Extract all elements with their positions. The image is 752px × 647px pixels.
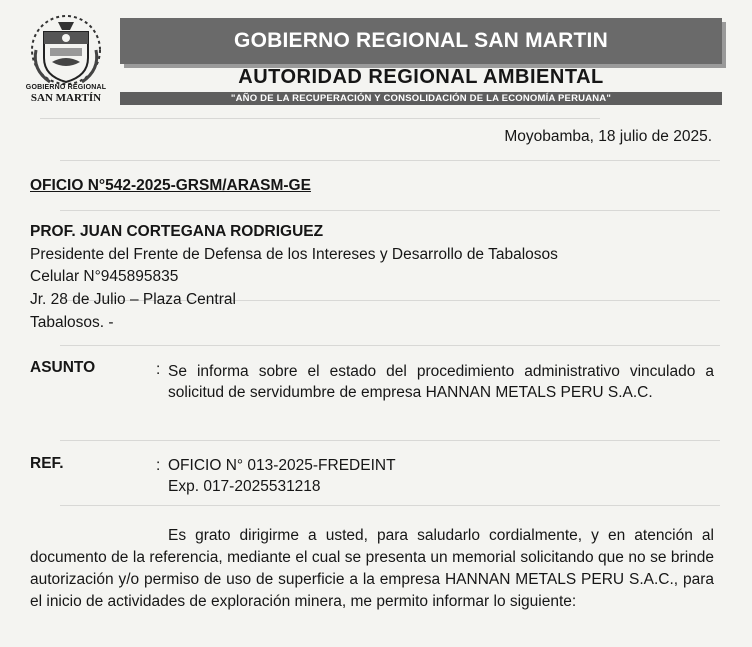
bleed-through-line — [60, 440, 720, 441]
logo-caption-region: SAN MARTÍN — [30, 92, 102, 104]
bleed-through-line — [40, 118, 600, 119]
ref-line-expediente: Exp. 017-2025531218 — [168, 478, 321, 495]
recipient-phone: Celular N°945895835 — [30, 268, 179, 285]
authority-title: AUTORIDAD REGIONAL AMBIENTAL — [238, 66, 604, 88]
oficio-number: OFICIO N°542-2025-GRSM/ARASM-GE — [30, 177, 311, 194]
bleed-through-line — [60, 345, 720, 346]
ref-line-oficio: OFICIO N° 013-2025-FREDEINT — [168, 457, 396, 474]
recipient-address: Jr. 28 de Julio – Plaza Central — [30, 291, 236, 308]
recipient-position: Presidente del Frente de Defensa de los Intereses y Desarrollo de Tabalosos — [30, 246, 558, 263]
recipient-name: PROF. JUAN CORTEGANA RODRIGUEZ — [30, 223, 324, 240]
ref-label: REF. — [30, 455, 64, 472]
asunto-text: Se informa sobre el estado del procedimiento administrativo vinculado a solicitud de servidumbre de empresa HANNAN METALS PERU S.A.C. — [168, 363, 714, 401]
body-paragraph: Es grato dirigirme a usted, para saludarlo cordialmente, y en atención al documento de la referencia, mediante el cual se presenta un memorial solicitando que no se brinde autorización y/o permiso de uso de superficie a la empresa HANNAN METALS PERU S.A.C., para el inicio de actividades de exploración minera, me permito informar lo siguiente: — [30, 527, 714, 610]
bleed-through-line — [60, 505, 720, 506]
date-line: Moyobamba, 18 julio de 2025. — [504, 128, 712, 145]
recipient-city: Tabalosos. - — [30, 314, 114, 331]
bleed-through-line — [60, 210, 720, 211]
government-banner: GOBIERNO REGIONAL SAN MARTIN — [120, 18, 722, 64]
asunto-label: ASUNTO — [30, 359, 96, 376]
ref-colon: : — [156, 457, 161, 474]
year-motto-bar: "AÑO DE LA RECUPERACIÓN Y CONSOLIDACIÓN DE LA ECONOMÍA PERUANA" — [120, 92, 722, 105]
bleed-through-line — [60, 160, 720, 161]
asunto-colon: : — [156, 361, 161, 378]
logo-caption-government: GOBIERNO REGIONAL — [25, 84, 107, 91]
